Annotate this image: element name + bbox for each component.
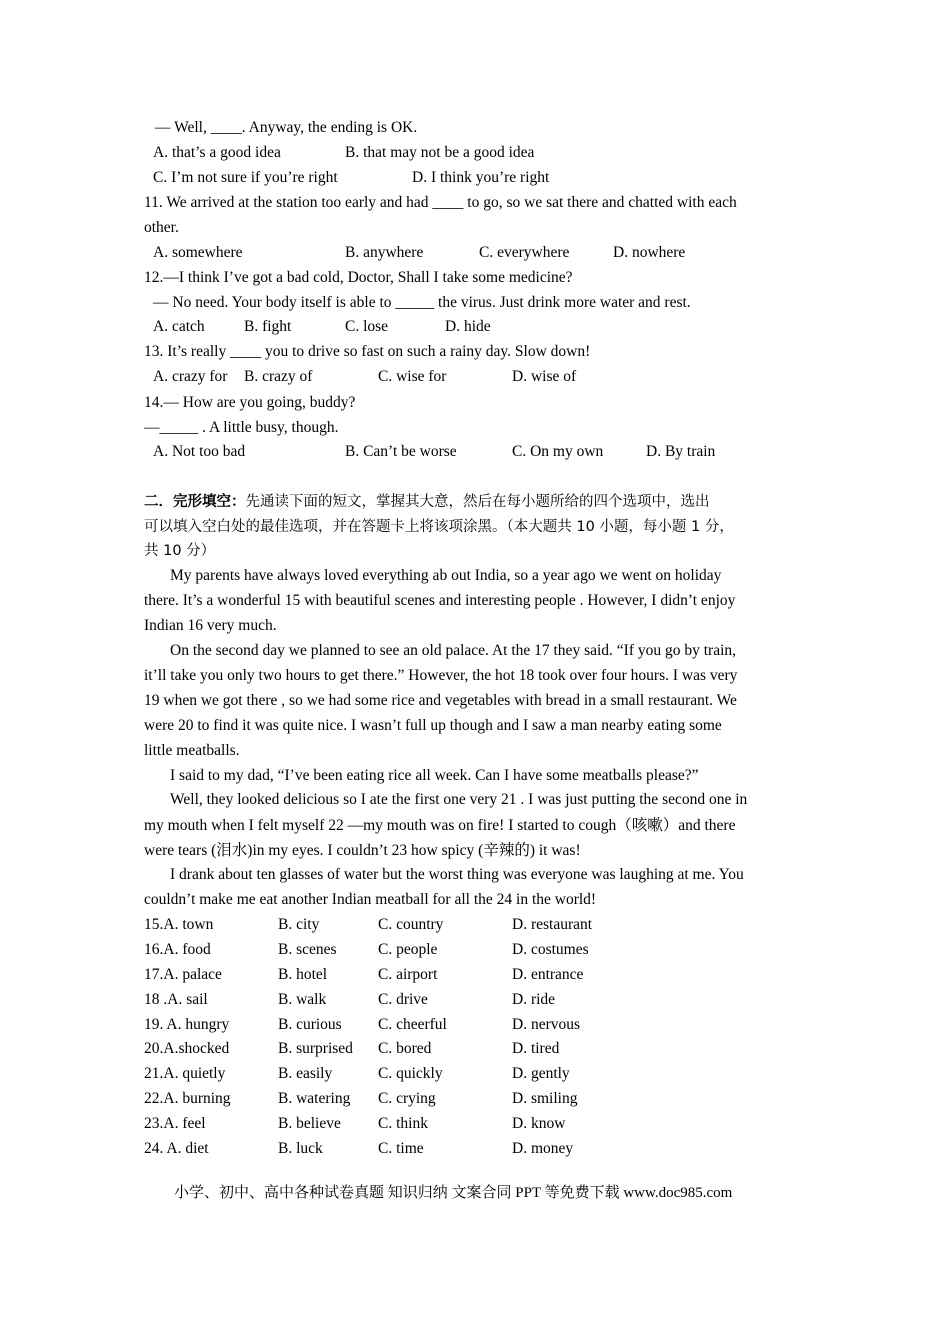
- passage-line: were 20 to find it was quite nice. I wasn’t full up though and I saw a man nearby eating some: [144, 717, 722, 734]
- cloze-option-b: B. luck: [278, 1140, 323, 1157]
- passage-line: 19 when we got there , so we had some rice and vegetables with bread in a small restaurant. We: [144, 692, 737, 709]
- cloze-option-a: 18 .A. sail: [144, 991, 208, 1008]
- q13-option-c: C. wise for: [378, 368, 447, 385]
- q11-stem-line2: other.: [144, 219, 179, 236]
- cloze-option-b: B. watering: [278, 1090, 351, 1107]
- cloze-option-c: C. bored: [378, 1040, 432, 1057]
- cloze-option-c: C. quickly: [378, 1065, 443, 1082]
- cloze-option-d: D. tired: [512, 1040, 560, 1057]
- cloze-option-d: D. ride: [512, 991, 556, 1008]
- cloze-option-d: D. entrance: [512, 966, 584, 983]
- cloze-option-b: B. scenes: [278, 941, 337, 958]
- q12-option-a: A. catch: [153, 318, 205, 335]
- cloze-option-c: C. people: [378, 941, 438, 958]
- cloze-option-a: 19. A. hungry: [144, 1016, 230, 1033]
- cloze-option-c: C. drive: [378, 991, 428, 1008]
- cloze-option-a: 23.A. feel: [144, 1115, 206, 1132]
- passage-line: were tears (泪水)in my eyes. I couldn’t 23 how spicy (辛辣的) it was!: [144, 842, 581, 859]
- q10-option-a: A. that’s a good idea: [153, 144, 281, 161]
- q14-option-b: B. Can’t be worse: [345, 443, 457, 460]
- cloze-option-d: D. nervous: [512, 1016, 581, 1033]
- cloze-option-b: B. believe: [278, 1115, 341, 1132]
- cloze-option-d: D. money: [512, 1140, 574, 1157]
- q13-option-b: B. crazy of: [244, 368, 313, 385]
- q14-option-c: C. On my own: [512, 443, 604, 460]
- q12-option-c: C. lose: [345, 318, 389, 335]
- cloze-option-d: D. restaurant: [512, 916, 593, 933]
- q11-stem-line1: 11. We arrived at the station too early and had ____ to go, so we sat there and chatted with each: [144, 194, 737, 211]
- q10-option-c: C. I’m not sure if you’re right: [153, 169, 338, 186]
- passage-line: Indian 16 very much.: [144, 617, 277, 634]
- passage-line: there. It’s a wonderful 15 with beautiful scenes and interesting people . However, I didn’t enjoy: [144, 592, 736, 609]
- q13-option-d: D. wise of: [512, 368, 577, 385]
- section2-instructions-line1: [144, 492, 710, 512]
- passage-line: I drank about ten glasses of water but the worst thing was everyone was laughing at me. You: [170, 866, 744, 883]
- cloze-option-c: C. cheerful: [378, 1016, 447, 1033]
- section2-instructions-line3: 共 10 分）: [144, 543, 216, 559]
- q11-option-a: A. somewhere: [153, 244, 243, 261]
- section2-heading: 二．完形填空：: [144, 494, 246, 510]
- q13-option-a: A. crazy for: [153, 368, 228, 385]
- page-footer: 小学、初中、高中各种试卷真题 知识归纳 文案合同 PPT 等免费下载 www.doc985.com: [174, 1185, 733, 1201]
- cloze-option-c: C. country: [378, 916, 444, 933]
- q14-stem-line2: —_____ . A little busy, though.: [144, 419, 339, 436]
- q10-dialogue-line: — Well, ____. Anyway, the ending is OK.: [155, 119, 418, 136]
- cloze-option-d: D. know: [512, 1115, 566, 1132]
- cloze-option-d: D. smiling: [512, 1090, 578, 1107]
- cloze-option-b: B. city: [278, 916, 320, 933]
- cloze-option-b: B. hotel: [278, 966, 328, 983]
- cloze-option-b: B. curious: [278, 1016, 342, 1033]
- passage-line: little meatballs.: [144, 742, 240, 759]
- cloze-option-a: 24. A. diet: [144, 1140, 209, 1157]
- passage-line: On the second day we planned to see an old palace. At the 17 they said. “If you go by train,: [170, 642, 737, 659]
- q14-option-d: D. By train: [646, 443, 716, 460]
- q10-option-d: D. I think you’re right: [412, 169, 550, 186]
- passage-line: couldn’t make me eat another Indian meatball for all the 24 in the world!: [144, 891, 597, 908]
- passage-line: I said to my dad, “I’ve been eating rice all week. Can I have some meatballs please?”: [170, 767, 699, 784]
- cloze-option-b: B. easily: [278, 1065, 333, 1082]
- cloze-option-a: 20.A.shocked: [144, 1040, 230, 1057]
- q14-stem-line1: 14.— How are you going, buddy?: [144, 394, 356, 411]
- q14-option-a: A. Not too bad: [153, 443, 246, 460]
- passage-line: My parents have always loved everything ab out India, so a year ago we went on holiday: [170, 567, 722, 584]
- cloze-option-a: 17.A. palace: [144, 966, 222, 983]
- cloze-option-c: C. time: [378, 1140, 424, 1157]
- section2-instructions-line2: 可以填入空白处的最佳选项，并在答题卡上将该项涂黑。（本大题共 10 小题，每小题 1 分，: [144, 519, 734, 535]
- q12-stem-line1: 12.—I think I’ve got a bad cold, Doctor, Shall I take some medicine?: [144, 269, 573, 286]
- section2-instructions-text: 先通读下面的短文，掌握其大意，然后在每小题所给的四个选项中，选出: [245, 494, 710, 510]
- cloze-option-b: B. walk: [278, 991, 327, 1008]
- cloze-option-d: D. gently: [512, 1065, 570, 1082]
- q11-option-c: C. everywhere: [479, 244, 570, 261]
- q12-option-b: B. fight: [244, 318, 292, 335]
- cloze-option-c: C. think: [378, 1115, 428, 1132]
- q10-option-b: B. that may not be a good idea: [345, 144, 535, 161]
- passage-line: Well, they looked delicious so I ate the first one very 21 . I was just putting the second one in: [170, 791, 748, 808]
- q11-option-d: D. nowhere: [613, 244, 686, 261]
- cloze-option-c: C. crying: [378, 1090, 436, 1107]
- cloze-option-b: B. surprised: [278, 1040, 353, 1057]
- cloze-option-a: 21.A. quietly: [144, 1065, 226, 1082]
- q12-option-d: D. hide: [445, 318, 491, 335]
- passage-line: my mouth when I felt myself 22 —my mouth was on fire! I started to cough（咳嗽）and there: [144, 817, 736, 834]
- q12-stem-line2: — No need. Your body itself is able to _____ the virus. Just drink more water and rest.: [153, 294, 691, 311]
- cloze-option-a: 16.A. food: [144, 941, 211, 958]
- q13-stem: 13. It’s really ____ you to drive so fast on such a rainy day. Slow down!: [144, 343, 591, 360]
- q11-option-b: B. anywhere: [345, 244, 424, 261]
- passage-line: it’ll take you only two hours to get there.” However, the hot 18 took over four hours. I was very: [144, 667, 738, 684]
- cloze-option-a: 15.A. town: [144, 916, 214, 933]
- cloze-option-c: C. airport: [378, 966, 438, 983]
- cloze-option-d: D. costumes: [512, 941, 589, 958]
- cloze-option-a: 22.A. burning: [144, 1090, 231, 1107]
